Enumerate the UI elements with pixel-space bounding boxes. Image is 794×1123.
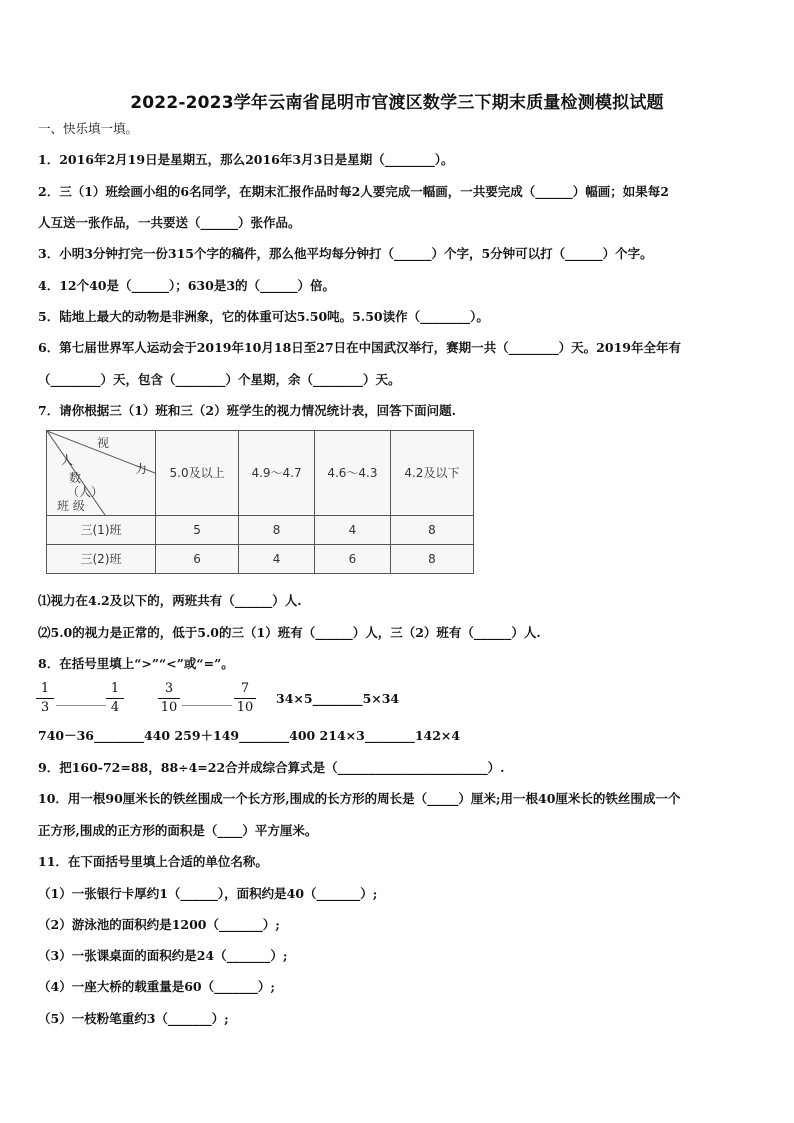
fraction-numerator: 1 bbox=[40, 681, 50, 696]
question-9: 9．把160-72=88，88÷4=22合并成综合算式是（________________________）. bbox=[38, 760, 505, 775]
question-11-item-3: （3）一张课桌面的面积约是24（_______）; bbox=[38, 948, 288, 963]
comparison-blank: ________ bbox=[56, 691, 106, 706]
question-11-item-5: （5）一枝粉笔重约3（_______）; bbox=[38, 1011, 229, 1026]
fraction-one-third bbox=[36, 681, 54, 716]
corner-label-people: 人 bbox=[61, 453, 74, 467]
fraction-numerator: 1 bbox=[110, 681, 120, 696]
question-2-line-1: 2．三（1）班绘画小组的6名同学，在期末汇报作品时每2人要完成一幅画，一共要完成（______）幅画；如果每2 bbox=[38, 184, 669, 199]
table-cell: 6 bbox=[156, 544, 239, 573]
fraction-bar bbox=[158, 698, 180, 699]
table-row-label: 三(1)班 bbox=[47, 515, 156, 544]
question-3: 3．小明3分钟打完一份315个字的稿件，那么他平均每分钟打（______）个字，5分钟可以打（______）个字。 bbox=[38, 246, 653, 261]
table-cell: 4 bbox=[239, 544, 315, 573]
fraction-numerator: 7 bbox=[240, 681, 250, 696]
fraction-seven-tenths bbox=[234, 681, 256, 716]
question-7: 7．请你根据三（1）班和三（2）班学生的视力情况统计表，回答下面问题. bbox=[38, 403, 456, 418]
question-11-item-2: （2）游泳池的面积约是1200（_______）; bbox=[38, 917, 280, 932]
question-4: 4．12个40是（______）；630是3的（______）倍。 bbox=[38, 278, 336, 293]
fraction-denominator: 3 bbox=[40, 700, 50, 715]
fraction-bar bbox=[36, 698, 54, 699]
table-cell: 4 bbox=[314, 515, 390, 544]
table-header-cell: 4.6～4.3 bbox=[314, 431, 390, 516]
table-cell: 8 bbox=[239, 515, 315, 544]
corner-label-class: 班 级 bbox=[57, 499, 85, 513]
question-5: 5．陆地上最大的动物是非洲象，它的体重可达5.50吨。5.50读作（________）。 bbox=[38, 309, 489, 324]
comparison-blank: ________ bbox=[182, 691, 232, 706]
corner-label-power: 力 bbox=[135, 462, 148, 476]
table-header-cell: 4.2及以下 bbox=[390, 431, 473, 516]
section-heading: 一、快乐填一填。 bbox=[38, 121, 139, 136]
table-header-cell: 5.0及以上 bbox=[156, 431, 239, 516]
question-8: 8．在括号里填上“>”“<”或“=”。 bbox=[38, 656, 234, 671]
question-1: 1．2016年2月19日是星期五，那么2016年3月3日是星期（________）。 bbox=[38, 152, 454, 167]
fraction-one-fourth bbox=[106, 681, 124, 716]
table-row bbox=[47, 515, 474, 544]
question-6-line-1: 6．第七届世界军人运动会于2019年10月18日至27日在中国武汉举行，赛期一共（________）天。2019年全年有 bbox=[38, 340, 681, 355]
question-7-part-1: ⑴视力在4.2及以下的，两班共有（______）人. bbox=[38, 593, 302, 608]
table-header-row bbox=[47, 431, 474, 516]
question-11: 11．在下面括号里填上合适的单位名称。 bbox=[38, 854, 268, 869]
question-10-line-1: 10．用一根90厘米长的铁丝围成一个长方形,围成的长方形的周长是（_____）厘米;用一根40厘米长的铁丝围成一个 bbox=[38, 791, 681, 806]
table-cell: 6 bbox=[314, 544, 390, 573]
table-cell: 8 bbox=[390, 544, 473, 573]
corner-label-count: 数 bbox=[69, 471, 82, 485]
table-cell: 8 bbox=[390, 515, 473, 544]
fraction-denominator: 10 bbox=[160, 700, 178, 715]
fraction-bar bbox=[106, 698, 124, 699]
fraction-denominator: 4 bbox=[110, 700, 120, 715]
table-cell: 5 bbox=[156, 515, 239, 544]
fraction-denominator: 10 bbox=[236, 700, 254, 715]
fraction-bar bbox=[234, 698, 256, 699]
question-11-item-1: （1）一张银行卡厚约1（______），面积约是40（_______）; bbox=[38, 886, 378, 901]
vision-stats-table bbox=[46, 430, 474, 574]
corner-label-vision: 视 bbox=[97, 436, 110, 450]
fraction-numerator: 3 bbox=[164, 681, 174, 696]
page-title: 2022-2023学年云南省昆明市官渡区数学三下期末质量检测模拟试题 bbox=[130, 93, 664, 113]
table-row-label: 三(2)班 bbox=[47, 544, 156, 573]
table-header-cell: 4.9～4.7 bbox=[239, 431, 315, 516]
question-7-part-2: ⑵5.0的视力是正常的，低于5.0的三（1）班有（______）人，三（2）班有（______）人. bbox=[38, 625, 541, 640]
question-11-item-4: （4）一座大桥的载重量是60（_______）; bbox=[38, 979, 275, 994]
comparison-expression: 34×5________5×34 bbox=[276, 691, 400, 706]
fraction-three-tenths bbox=[158, 681, 180, 716]
question-2-line-2: 人互送一张作品，一共要送（______）张作品。 bbox=[38, 215, 301, 230]
comparison-row-2: 740－36________440 259＋149________400 214×3________142×4 bbox=[38, 728, 461, 743]
corner-label-unit: （人） bbox=[67, 485, 104, 499]
table-row bbox=[47, 544, 474, 573]
question-6-line-2: （________）天，包含（________）个星期，余（________）天。 bbox=[38, 372, 401, 387]
question-10-line-2: 正方形,围成的正方形的面积是（____）平方厘米。 bbox=[38, 823, 318, 838]
table-corner-cell bbox=[47, 431, 156, 516]
